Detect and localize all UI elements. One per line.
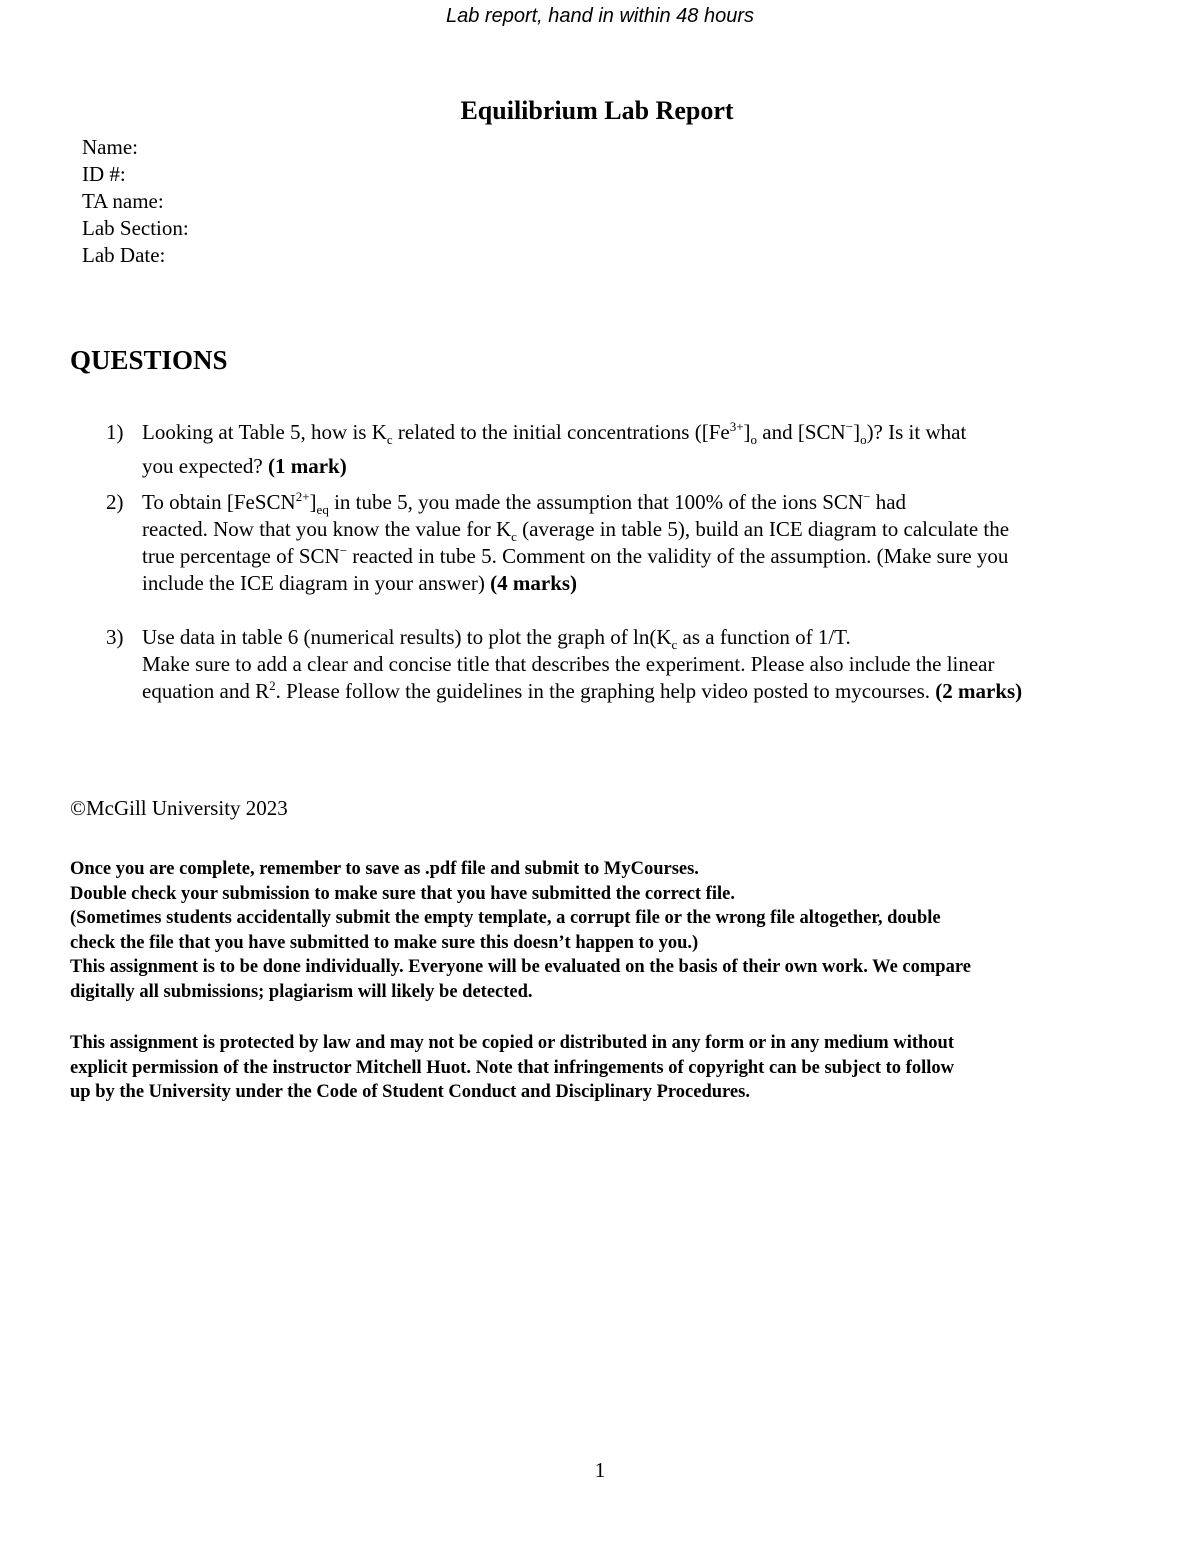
header-note: Lab report, hand in within 48 hours: [446, 5, 754, 27]
question-3-line-2: Make sure to add a clear and concise title that describes the experiment. Please also include the linear: [142, 652, 995, 676]
instruction-line: This assignment is to be done individually. Everyone will be evaluated on the basis of their own work. We compare: [70, 957, 971, 978]
question-1-number: 1): [106, 420, 124, 444]
copyright-protection-notice: [70, 1031, 1150, 1105]
question-2-line-2: reacted. Now that you know the value for $K_c$ (average in table 5), build an ICE diagram to calculate the: [142, 517, 1010, 545]
question-2-marks: (4 marks): [490, 571, 578, 595]
question-2: [106, 489, 1146, 597]
question-3-marks: (2 marks): [935, 679, 1023, 703]
question-1-line-2: you expected? (1 mark): [142, 454, 347, 478]
question-2-line-4: include the ICE diagram in your answer) (4 marks): [142, 571, 578, 595]
question-1: [106, 419, 1146, 480]
question-2-number: 2): [106, 490, 124, 514]
instruction-line: digitally all submissions; plagiarism will likely be detected.: [70, 981, 533, 1002]
instruction-line: (Sometimes students accidentally submit the empty template, a corrupt file or the wrong file altogether, double: [70, 908, 941, 929]
question-1-line-1: Looking at Table 5, how is $K_c$ related to the initial concentrations ($[Fe^{3+}]_o$ and $[SCN^-]_o$)? Is it what: [142, 419, 967, 448]
protection-line: This assignment is protected by law and may not be copied or distributed in any form or in any medium without: [70, 1033, 954, 1053]
instruction-line: check the file that you have submitted to make sure this doesn’t happen to you.): [70, 932, 699, 953]
page-number: 1: [594, 1458, 606, 1482]
student-info-fields: [82, 134, 189, 269]
lab-section-field-label: Lab Section:: [82, 216, 189, 240]
copyright-notice: ©McGill University 2023: [70, 796, 288, 820]
question-3-line-3: equation and $R^2$. Please follow the guidelines in the graphing help video posted to mycourses. (2 marks): [142, 678, 1023, 703]
lab-date-field-label: Lab Date:: [82, 243, 166, 267]
protection-line: explicit permission of the instructor Mitchell Huot. Note that infringements of copyright can be subject to follow: [70, 1057, 954, 1078]
protection-line: up by the University under the Code of Student Conduct and Disciplinary Procedures.: [70, 1082, 750, 1103]
submission-instructions: [70, 857, 1150, 1005]
question-3: [106, 624, 1146, 705]
instruction-line: Once you are complete, remember to save as .pdf file and submit to MyCourses.: [70, 859, 699, 879]
id-field-label: ID #:: [82, 162, 126, 186]
name-field-label: Name:: [82, 135, 138, 159]
question-3-number: 3): [106, 625, 124, 649]
question-2-line-1: To obtain $[FeSCN^{2+}]_{eq}$ in tube 5, you made the assumption that 100% of the ions SCN− had: [142, 489, 907, 518]
question-3-line-1: Use data in table 6 (numerical results) to plot the graph of $\ln(K_c$ as a function of 1/T.: [142, 625, 851, 653]
ta-name-field-label: TA name:: [82, 189, 164, 213]
questions-heading: QUESTIONS: [70, 345, 228, 375]
question-2-line-3: true percentage of SCN− reacted in tube 5. Comment on the validity of the assumption. (Make sure you: [142, 543, 1009, 568]
instruction-line: Double check your submission to make sure that you have submitted the correct file.: [70, 883, 735, 904]
question-1-marks: (1 mark): [267, 454, 347, 478]
document-title: Equilibrium Lab Report: [460, 96, 734, 125]
